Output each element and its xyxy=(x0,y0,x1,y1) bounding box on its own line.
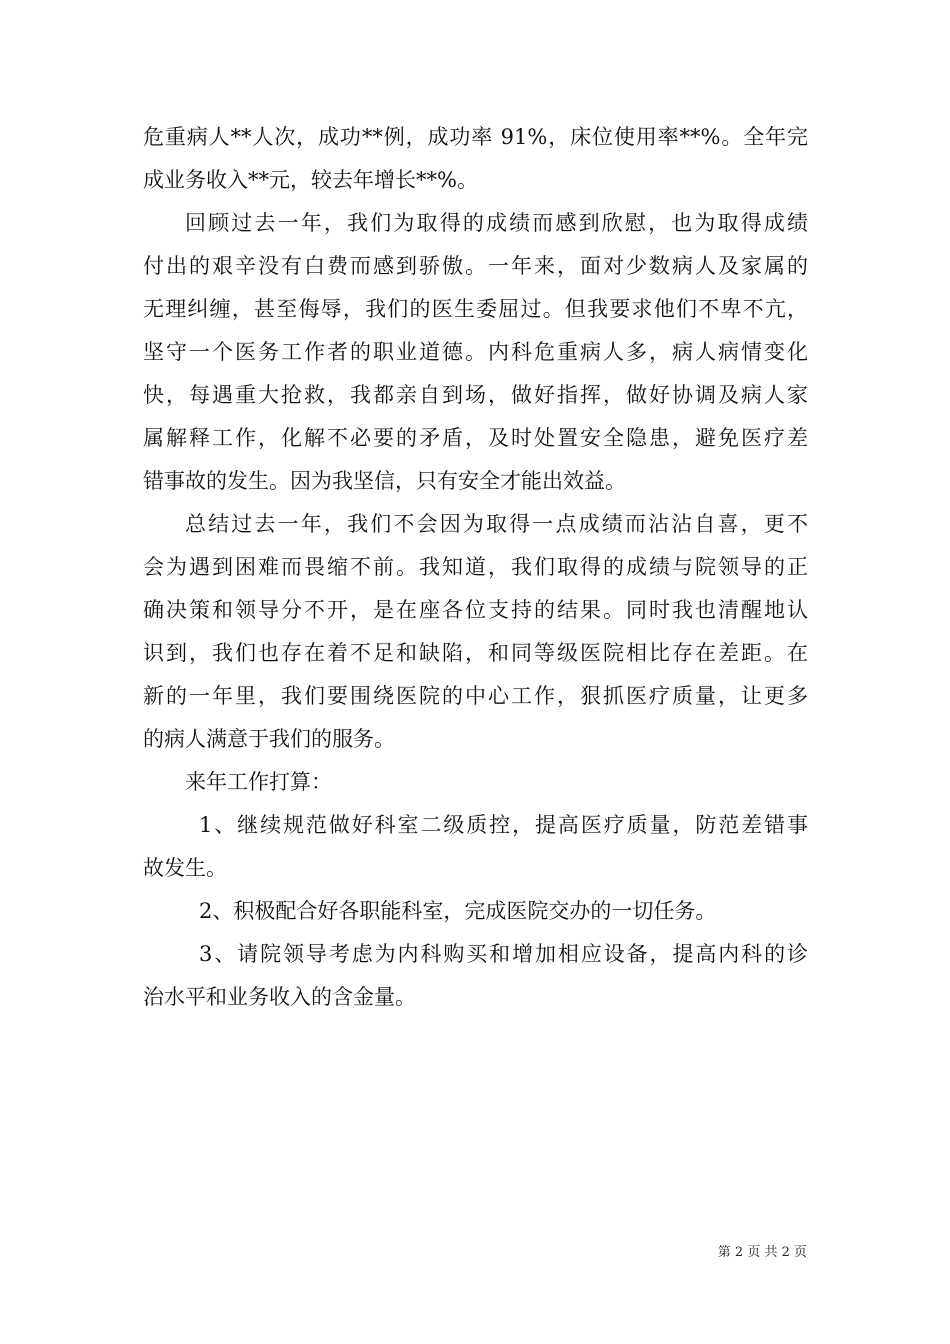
paragraph-line: 错事故的发生。因为我坚信，只有安全才能出效益。 xyxy=(143,469,626,493)
paragraph-line: 危重病人**人次，成功**例，成功率 91%，床位使用率**%。全年完 xyxy=(143,125,808,149)
plan-item-1 xyxy=(143,804,808,890)
plan-item-2 xyxy=(143,890,808,933)
paragraph-line: 会为遇到困难而畏缩不前。我知道，我们取得的成绩与院领导的正 xyxy=(143,555,808,579)
plan-heading xyxy=(143,761,808,804)
paragraph-line: 快，每遇重大抢救，我都亲自到场，做好指挥，做好协调及病人家 xyxy=(143,383,808,407)
paragraph-line: 3、请院领导考虑为内科购买和增加相应设备，提高内科的诊 xyxy=(199,942,808,966)
paragraph-1 xyxy=(143,116,808,202)
plan-item-3 xyxy=(143,933,808,1019)
paragraph-line: 识到，我们也存在着不足和缺陷，和同等级医院相比存在差距。在 xyxy=(143,641,808,665)
paragraph-line: 无理纠缠，甚至侮辱，我们的医生委屈过。但我要求他们不卑不亢， xyxy=(143,297,808,321)
paragraph-line: 的病人满意于我们的服务。 xyxy=(143,727,395,751)
page-number: 第 2 页 共 2 页 xyxy=(717,1245,807,1260)
paragraph-2 xyxy=(143,202,808,503)
paragraph-line: 治水平和业务收入的含金量。 xyxy=(143,985,416,1009)
paragraph-line: 故发生。 xyxy=(143,856,227,880)
paragraph-line: 成业务收入**元，较去年增长**%。 xyxy=(143,168,478,192)
paragraph-line: 1、继续规范做好科室二级质控，提高医疗质量，防范差错事 xyxy=(199,813,808,837)
paragraph-line: 付出的艰辛没有白费而感到骄傲。一年来，面对少数病人及家属的 xyxy=(143,254,808,278)
paragraph-line: 2、积极配合好各职能科室，完成医院交办的一切任务。 xyxy=(199,899,717,923)
paragraph-line: 属解释工作，化解不必要的矛盾，及时处置安全隐患，避免医疗差 xyxy=(143,426,808,450)
document-body xyxy=(143,116,808,1019)
paragraph-3 xyxy=(143,503,808,761)
paragraph-line: 回顾过去一年，我们为取得的成绩而感到欣慰，也为取得成绩 xyxy=(185,211,808,235)
paragraph-line: 新的一年里，我们要围绕医院的中心工作，狠抓医疗质量，让更多 xyxy=(143,684,808,708)
paragraph-line: 坚守一个医务工作者的职业道德。内科危重病人多，病人病情变化 xyxy=(143,340,808,364)
paragraph-line: 确决策和领导分不开，是在座各位支持的结果。同时我也清醒地认 xyxy=(143,598,808,622)
paragraph-line: 总结过去一年，我们不会因为取得一点成绩而沾沾自喜，更不 xyxy=(185,512,808,536)
paragraph-line: 来年工作打算： xyxy=(185,770,332,794)
